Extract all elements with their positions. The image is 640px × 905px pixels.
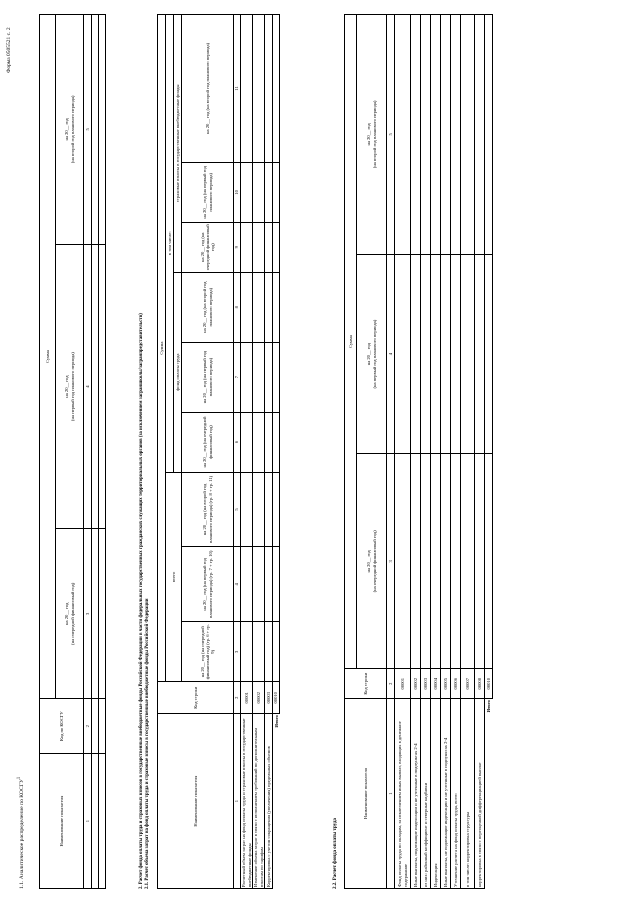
value-cell[interactable] xyxy=(241,272,253,342)
fot-calc-y3: на 20__ год xyxy=(366,123,372,146)
section-2-1-title: 2.1. Расчет объема затрат на фонд оплаты труда и страховые взносы в государственные внебюджетные фонды Российской Федерации xyxy=(145,598,150,889)
footnote-mark: 1 xyxy=(17,776,22,780)
col-num: 3 xyxy=(84,529,92,699)
value-cell[interactable] xyxy=(253,547,265,622)
row-code: 00002 xyxy=(411,669,421,699)
value-cell[interactable] xyxy=(241,15,253,163)
fot-header-total: всего xyxy=(166,472,182,682)
value-cell[interactable] xyxy=(441,254,451,454)
col-num: 4 xyxy=(84,244,92,529)
col-num: 2 xyxy=(84,699,92,754)
value-cell[interactable] xyxy=(485,15,493,255)
value-cell[interactable] xyxy=(451,454,461,669)
kosgu-y3-sub: (на второй год планового периода) xyxy=(69,95,75,164)
kosgu-cell[interactable] xyxy=(99,244,106,529)
kosgu-y1: на 20__ год xyxy=(64,602,70,625)
row-code: 00007 xyxy=(461,669,475,699)
value-cell[interactable] xyxy=(253,222,265,272)
table-row xyxy=(421,15,431,889)
value-cell[interactable] xyxy=(241,547,253,622)
value-cell[interactable] xyxy=(241,222,253,272)
fot-header-name: Наименование показателя xyxy=(158,714,234,889)
table-row xyxy=(461,15,475,889)
value-cell[interactable] xyxy=(421,15,431,255)
col-num: 3 xyxy=(387,454,395,669)
row-name: Корректировка с учетом сокращения (увеличения) предельных объемов xyxy=(265,714,273,889)
table-row xyxy=(411,15,421,889)
value-cell[interactable] xyxy=(273,15,280,163)
kosgu-y1-sub: (на очередной финансовый год) xyxy=(69,582,75,645)
col-num: 11 xyxy=(234,15,241,163)
fot-col10-header: на 20__ год (на первый год планового периода) xyxy=(182,162,234,222)
value-cell[interactable] xyxy=(253,472,265,547)
value-cell[interactable] xyxy=(475,15,485,255)
value-cell[interactable] xyxy=(485,454,493,669)
table-row xyxy=(441,15,451,889)
value-cell[interactable] xyxy=(265,622,273,682)
kosgu-cell[interactable] xyxy=(99,529,106,699)
col-num: 7 xyxy=(234,342,241,412)
col-num: 9 xyxy=(234,222,241,272)
value-cell[interactable] xyxy=(265,342,273,412)
col-num: 3 xyxy=(234,622,241,682)
value-cell[interactable] xyxy=(265,472,273,547)
value-cell[interactable] xyxy=(241,342,253,412)
value-cell[interactable] xyxy=(431,454,441,669)
table-row xyxy=(253,15,265,889)
row-code: 00001 xyxy=(241,682,253,714)
fot-calc-header-y3 xyxy=(357,15,387,255)
value-cell[interactable] xyxy=(273,547,280,622)
col-num: 6 xyxy=(234,412,241,472)
value-cell[interactable] xyxy=(475,254,485,454)
table-row xyxy=(265,15,273,889)
row-code: 00003 xyxy=(265,682,273,714)
fot-calc-y2: на 20__ год xyxy=(366,343,372,366)
fot-col3-header: на 20__ год (на очередной финансовый год) (гр. 6 + гр. 9) xyxy=(182,622,234,682)
col-num: 4 xyxy=(234,547,241,622)
col-num: 2 xyxy=(234,682,241,714)
fot-header-sum: Сумма xyxy=(158,15,166,682)
row-code: 00002 xyxy=(253,682,265,714)
fot-calc-header-code: Код строки xyxy=(345,669,387,699)
col-num: 5 xyxy=(84,15,92,245)
fot-col4-header: на 20__ год (на первый год планового периода) (гр. 7 + гр. 10) xyxy=(182,547,234,622)
kosgu-cell[interactable] xyxy=(99,15,106,245)
value-cell[interactable] xyxy=(451,254,461,454)
total-row xyxy=(273,15,280,889)
col-num: 4 xyxy=(387,254,395,454)
form-label: Форма 0505521 с. 2 xyxy=(6,27,12,73)
row-code: 00006 xyxy=(451,669,461,699)
fot-insurance-table xyxy=(157,14,280,889)
kosgu-cell[interactable] xyxy=(92,699,99,754)
kosgu-cell[interactable] xyxy=(92,754,99,889)
total-code: 00010 xyxy=(273,682,280,714)
total-row xyxy=(485,15,493,889)
total-label: Итого xyxy=(486,700,492,713)
fot-header-ins: страховые взносы в государственные внебюджетные фонды xyxy=(174,15,182,273)
value-cell[interactable] xyxy=(265,547,273,622)
row-code: 00004 xyxy=(431,669,441,699)
value-cell[interactable] xyxy=(395,454,411,669)
row-code: 00003 xyxy=(421,669,431,699)
fot-calc-header-sum: Сумма xyxy=(345,15,357,669)
kosgu-cell[interactable] xyxy=(92,244,99,529)
value-cell[interactable] xyxy=(441,15,451,255)
row-name: Иные выплаты, подлежащие индексации и не учтенные в подпунктах 2-4 xyxy=(411,699,421,889)
value-cell[interactable] xyxy=(273,622,280,682)
kosgu-cell[interactable] xyxy=(92,529,99,699)
value-cell[interactable] xyxy=(395,15,411,255)
total-code: 00010 xyxy=(485,669,493,699)
value-cell[interactable] xyxy=(451,15,461,255)
fot-calc-y2-sub: (на первый год планового периода) xyxy=(371,319,377,389)
value-cell[interactable] xyxy=(241,622,253,682)
value-cell[interactable] xyxy=(241,472,253,547)
value-cell[interactable] xyxy=(253,15,265,163)
row-name: Расчетный объем затрат на фонд оплаты труда и страховые взносы в государственные внебюджетные фонды xyxy=(241,714,253,889)
value-cell[interactable] xyxy=(431,15,441,255)
fot-header-fot: фонд оплаты труда xyxy=(174,272,182,472)
value-cell[interactable] xyxy=(241,162,253,222)
fot-calc-header-y1 xyxy=(357,454,387,669)
kosgu-table xyxy=(39,14,106,889)
value-cell[interactable] xyxy=(431,254,441,454)
value-cell[interactable] xyxy=(441,454,451,669)
value-cell[interactable] xyxy=(273,272,280,342)
value-cell[interactable] xyxy=(273,412,280,472)
fot-col6-header: на 20__ год (на очередной финансовый год) xyxy=(182,412,234,472)
row-name: Иные выплаты, не подлежащие индексации и не учтенные в подпунктах 2-4 xyxy=(441,699,451,889)
col-num: 5 xyxy=(387,15,395,255)
value-cell[interactable] xyxy=(253,622,265,682)
value-cell[interactable] xyxy=(265,162,273,222)
value-cell[interactable] xyxy=(411,454,421,669)
kosgu-header-y2 xyxy=(56,244,84,529)
row-code: 00005 xyxy=(441,669,451,699)
row-code: 00001 xyxy=(395,669,411,699)
value-cell[interactable] xyxy=(395,254,411,454)
value-cell[interactable] xyxy=(461,254,475,454)
kosgu-cell[interactable] xyxy=(99,754,106,889)
fot-calc-header-name: Наименование показателя xyxy=(345,699,387,889)
fot-calc-y3-sub: (на второй год планового периода) xyxy=(371,100,377,169)
section-2-2-title: 2.2. Расчет фонда оплаты труда xyxy=(333,818,338,889)
value-cell[interactable] xyxy=(273,472,280,547)
section-2-title: 2. Расчет фонда оплаты труда и страховых взносов в государственные внебюджетные фонды Российской Федерации в части федеральных государственных гражданских служащих территориальных органов (за исключением заграншколы/загранпредставительств) xyxy=(139,313,144,889)
value-cell[interactable] xyxy=(253,412,265,472)
col-num: 10 xyxy=(234,162,241,222)
fot-col5-header: на 20__ год (на второй год планового периода) (гр. 8 + гр. 11) xyxy=(182,472,234,547)
fot-calc-table xyxy=(344,14,493,889)
fot-col11-header: на 20__ год (на второй год планового периода) xyxy=(182,15,234,163)
table-row xyxy=(431,15,441,889)
value-cell[interactable] xyxy=(273,342,280,412)
row-name: Изменение объема затрат в связи с исполнением требований по дополнительным взносам по тарифам xyxy=(253,714,265,889)
value-cell[interactable] xyxy=(253,342,265,412)
fot-col8-header: на 20__ год (на второй год планового периода) xyxy=(182,272,234,342)
value-cell[interactable] xyxy=(461,15,475,255)
row-name: из них: районный коэффициент и северные надбавки xyxy=(421,699,431,889)
fot-calc-header-y2 xyxy=(357,254,387,454)
kosgu-cell[interactable] xyxy=(99,699,106,754)
col-num: 5 xyxy=(234,472,241,547)
kosgu-y2: на 20__ год xyxy=(64,375,70,398)
kosgu-y2-sub: (на первый год планового периода) xyxy=(69,352,75,421)
section-1-1-title-text: 1.1. Аналитическое распределение по КОСГУ xyxy=(18,779,25,889)
kosgu-header-y3 xyxy=(56,15,84,245)
kosgu-header-code: Код по КОСГУ xyxy=(40,699,84,754)
kosgu-cell[interactable] xyxy=(92,15,99,245)
value-cell[interactable] xyxy=(265,412,273,472)
col-num: 1 xyxy=(387,699,395,889)
value-cell[interactable] xyxy=(273,222,280,272)
value-cell[interactable] xyxy=(273,162,280,222)
value-cell[interactable] xyxy=(485,254,493,454)
row-name: Уточнение расчета на фонд оплаты труда, всего xyxy=(451,699,461,889)
value-cell[interactable] xyxy=(411,15,421,255)
fot-header-incl: в том числе: xyxy=(166,15,174,473)
col-num: 2 xyxy=(387,669,395,699)
table-row xyxy=(451,15,461,889)
kosgu-header-y1 xyxy=(56,529,84,699)
row-name: Индексация xyxy=(431,699,441,889)
fot-calc-y1: на 20__ год xyxy=(366,550,372,573)
col-num: 1 xyxy=(84,754,92,889)
value-cell[interactable] xyxy=(421,254,431,454)
fot-col7-header: на 20__ год (на первый год планового периода) xyxy=(182,342,234,412)
fot-col9-header: на 20__ год (на очередной финансовый год) xyxy=(182,222,234,272)
table-row xyxy=(241,15,253,889)
value-cell[interactable] xyxy=(253,272,265,342)
table-row xyxy=(475,15,485,889)
value-cell[interactable] xyxy=(411,254,421,454)
value-cell[interactable] xyxy=(265,15,273,163)
value-cell[interactable] xyxy=(421,454,431,669)
value-cell[interactable] xyxy=(265,222,273,272)
row-name: корректировка в связи с переоценкой дифференциацией выплат xyxy=(475,699,485,889)
row-name: Фонд оплаты труда по окладам, за исключением иных выплат, входящих в денежное содержание xyxy=(395,699,411,889)
kosgu-header-name: Наименование показателя xyxy=(40,754,84,889)
value-cell[interactable] xyxy=(253,162,265,222)
row-code: 00008 xyxy=(475,669,485,699)
kosgu-header-sum: Сумма xyxy=(40,15,56,699)
value-cell[interactable] xyxy=(475,454,485,669)
value-cell[interactable] xyxy=(241,412,253,472)
value-cell[interactable] xyxy=(461,454,475,669)
fot-header-code: Код строки xyxy=(158,682,234,714)
fot-calc-y1-sub: (на очередной финансовый год) xyxy=(371,530,377,593)
kosgu-y3: на 20__ год xyxy=(64,118,70,141)
col-num: 1 xyxy=(234,714,241,889)
total-label: Итого xyxy=(273,715,279,728)
row-name: в том числе: корректировка структуры xyxy=(461,699,475,889)
col-num: 8 xyxy=(234,272,241,342)
value-cell[interactable] xyxy=(265,272,273,342)
table-row xyxy=(395,15,411,889)
section-1-1-title xyxy=(17,777,25,889)
